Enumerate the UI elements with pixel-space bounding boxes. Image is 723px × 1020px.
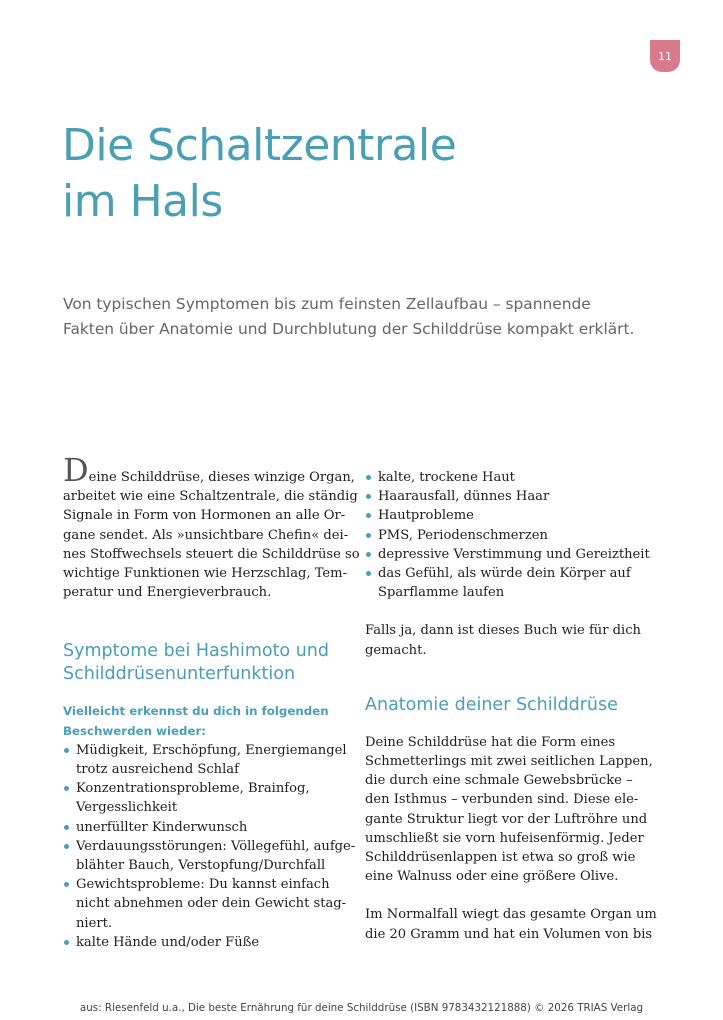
list-item-line: niert. (76, 915, 113, 931)
symptom-list-continued (365, 468, 655, 602)
subtitle-line: Von typischen Symptomen bis zum feinsten Zellaufbau – spannende (63, 295, 591, 313)
para-line: die durch eine schmale Gewebsbrücke – (365, 773, 633, 789)
list-item-line: Verdauungsstörungen: Völlegefühl, aufge- (76, 838, 356, 854)
anatomy-paragraph-1 (365, 733, 655, 887)
lead-line: Beschwerden wieder: (63, 723, 206, 738)
para-line: Im Normalfall wiegt das gesamte Organ um (365, 907, 657, 923)
source-footer: aus: Riesenfeld u.a., Die beste Ernährung für deine Schilddrüse (ISBN 9783432121888) © 2026 TRIAS Verlag (79, 1002, 644, 1014)
list-item (63, 837, 356, 875)
list-item-line: trotz ausreichend Schlaf (76, 762, 239, 778)
list-item (365, 468, 655, 487)
heading-line: Schilddrüsenunterfunktion (63, 664, 296, 685)
list-item-line: unerfüllter Kinderwunsch (76, 819, 248, 835)
list-item-line: Konzentrationsprobleme, Brainfog, (76, 781, 310, 797)
list-item (63, 875, 345, 933)
page-title (62, 118, 456, 230)
list-item (365, 545, 655, 564)
para-line: Schmetterlings mit zwei seitlichen Lappen, (365, 754, 653, 770)
intro-line: Signale in Form von Hormonen an alle Or- (63, 508, 346, 524)
list-item-line: kalte, trockene Haut (378, 470, 515, 485)
para-line: den Isthmus – verbunden sind. Diese ele- (365, 792, 639, 808)
list-item (365, 564, 655, 602)
intro-paragraph (63, 451, 360, 602)
para-line: Schilddrüsenlappen ist etwa so groß wie (365, 850, 636, 866)
section-heading-anatomy (365, 694, 655, 717)
para-line: gante Struktur liegt vor der Luftröhre und (365, 811, 648, 827)
list-item (365, 487, 655, 506)
symptom-list (63, 741, 356, 952)
list-item-line: Müdigkeit, Erschöpfung, Energiemangel (76, 742, 347, 758)
list-item-line: Haarausfall, dünnes Haar (378, 489, 550, 505)
page-subtitle (63, 292, 703, 342)
para-line: gemacht. (365, 642, 427, 658)
para-line: Falls ja, dann ist dieses Buch wie für dich (365, 623, 641, 639)
list-item-line: kalte Hände und/oder Füße (76, 934, 260, 950)
para-line: die 20 Gramm und hat ein Volumen von bis (365, 926, 653, 942)
lead-line: Vielleicht erkennst du dich in folgenden (63, 704, 329, 719)
intro-line: peratur und Energieverbrauch. (63, 585, 272, 601)
list-item-line: Hautprobleme (378, 508, 474, 524)
list-item (63, 779, 345, 817)
intro-first-line (63, 451, 355, 489)
list-item (63, 818, 345, 837)
title-line: im Hals (62, 176, 223, 227)
list-item (63, 741, 345, 779)
list-item-line: Vergesslichkeit (76, 800, 178, 816)
page-number-badge: 11 (650, 40, 680, 72)
intro-first-rest: eine Schilddrüse, dieses winzige Organ, (88, 470, 355, 485)
symptoms-lead (63, 702, 345, 740)
section-heading-symptoms (63, 640, 345, 686)
list-item (365, 526, 655, 545)
right-column (365, 468, 655, 944)
list-item-line: depressive Verstimmung und Gereiztheit (378, 546, 650, 562)
intro-line: arbeitet wie eine Schaltzentrale, die ständig (63, 489, 358, 505)
drop-cap: D (63, 451, 89, 489)
para-line: eine Walnuss oder eine größere Olive. (365, 869, 619, 885)
para-line: umschließt sie vorn hufeisenförmig. Jeder (365, 830, 644, 846)
anatomy-paragraph-2 (365, 905, 655, 943)
closing-paragraph (365, 621, 655, 659)
list-item-line: nicht abnehmen oder dein Gewicht stag- (76, 896, 347, 912)
left-column (63, 451, 360, 952)
list-item-line: blähter Bauch, Verstopfung/Durchfall (76, 858, 326, 874)
subtitle-line: Fakten über Anatomie und Durchblutung der Schilddrüse kompakt erklärt. (63, 320, 635, 338)
intro-line: wichtige Funktionen wie Herzschlag, Tem- (63, 566, 348, 582)
intro-line: nes Stoffwechsels steuert die Schilddrüse so (63, 546, 360, 562)
intro-line: gane sendet. Als »unsichtbare Chefin« dei- (63, 527, 349, 543)
heading-line: Symptome bei Hashimoto und (63, 641, 329, 662)
list-item-line: Gewichtsprobleme: Du kannst einfach (76, 877, 330, 893)
list-item-line: Sparflamme laufen (378, 585, 505, 601)
list-item-line: das Gefühl, als würde dein Körper auf (378, 566, 631, 582)
list-item (63, 933, 345, 952)
list-item-line: PMS, Periodenschmerzen (378, 527, 548, 543)
para-line: Deine Schilddrüse hat die Form eines (365, 734, 616, 750)
title-line: Die Schaltzentrale (62, 120, 457, 171)
list-item (365, 506, 655, 525)
heading-line: Anatomie deiner Schilddrüse (365, 694, 618, 715)
